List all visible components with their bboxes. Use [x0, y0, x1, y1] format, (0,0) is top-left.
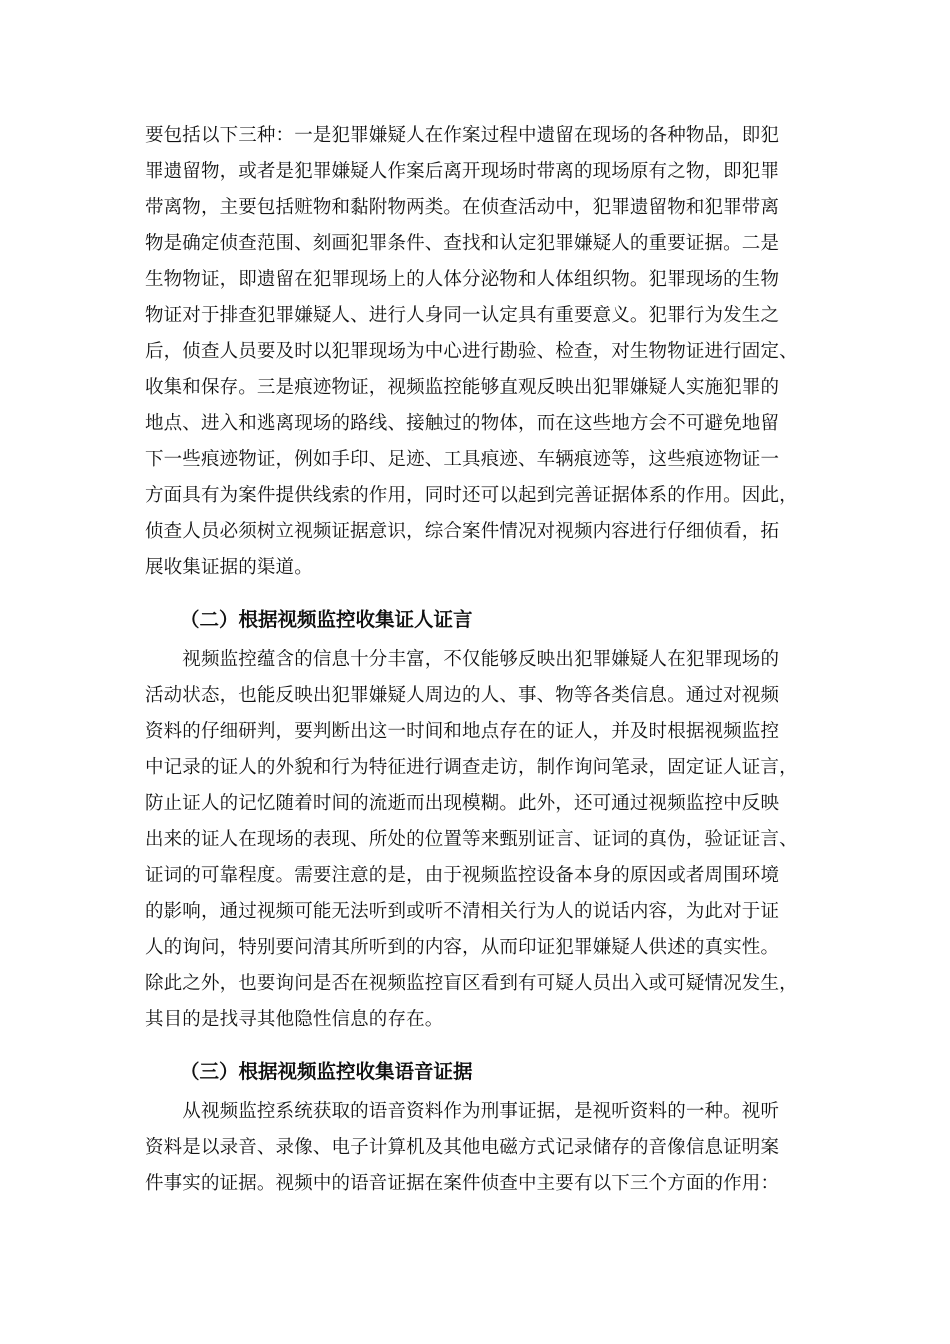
- text-line: 下一些痕迹物证，例如手印、足迹、工具痕迹、车辆痕迹等，这些痕迹物证一: [145, 449, 780, 470]
- text-line: 收集和保存。三是痕迹物证，视频监控能够直观反映出犯罪嫌疑人实施犯罪的: [145, 377, 780, 398]
- text-line: 罪遗留物，或者是犯罪嫌疑人作案后离开现场时带离的现场原有之物，即犯罪: [145, 161, 780, 182]
- text-line: 出来的证人在现场的表现、所处的位置等来甄别证言、证词的真伪，验证证言、: [145, 829, 798, 850]
- text-line: 带离物，主要包括赃物和黏附物两类。在侦查活动中，犯罪遗留物和犯罪带离: [145, 197, 780, 218]
- text-line: 除此之外，也要询问是否在视频监控盲区看到有可疑人员出入或可疑情况发生，: [145, 973, 798, 994]
- text-line: 物证对于排查犯罪嫌疑人、进行人身同一认定具有重要意义。犯罪行为发生之: [145, 305, 780, 326]
- section-heading: （二）根据视频监控收集证人证言: [180, 608, 473, 631]
- text-line: 证词的可靠程度。需要注意的是，由于视频监控设备本身的原因或者周围环境: [145, 865, 780, 886]
- text-line: 人的询问，特别要问清其所听到的内容，从而印证犯罪嫌疑人供述的真实性。: [145, 937, 780, 958]
- text-line: 生物物证，即遗留在犯罪现场上的人体分泌物和人体组织物。犯罪现场的生物: [145, 269, 780, 290]
- text-line: 后，侦查人员要及时以犯罪现场为中心进行勘验、检查，对生物物证进行固定、: [145, 341, 798, 362]
- text-line: 中记录的证人的外貌和行为特征进行调查走访，制作询问笔录，固定证人证言，: [145, 757, 798, 778]
- text-line: 展收集证据的渠道。: [145, 557, 313, 578]
- text-line: 要包括以下三种：一是犯罪嫌疑人在作案过程中遗留在现场的各种物品，即犯: [145, 125, 780, 146]
- text-line: 物是确定侦查范围、刻画犯罪条件、查找和认定犯罪嫌疑人的重要证据。二是: [145, 233, 780, 254]
- text-line: 方面具有为案件提供线索的作用，同时还可以起到完善证据体系的作用。因此，: [145, 485, 798, 506]
- text-line: 件事实的证据。视频中的语音证据在案件侦查中主要有以下三个方面的作用：: [145, 1173, 780, 1194]
- text-line: 的影响，通过视频可能无法听到或听不清相关行为人的说话内容，为此对于证: [145, 901, 780, 922]
- text-line: 资料的仔细研判，要判断出这一时间和地点存在的证人，并及时根据视频监控: [145, 721, 780, 742]
- text-line: 视频监控蕴含的信息十分丰富，不仅能够反映出犯罪嫌疑人在犯罪现场的: [145, 649, 780, 670]
- text-line: 其目的是找寻其他隐性信息的存在。: [145, 1009, 444, 1030]
- text-line: 活动状态，也能反映出犯罪嫌疑人周边的人、事、物等各类信息。通过对视频: [145, 685, 780, 706]
- section-heading: （三）根据视频监控收集语音证据: [180, 1060, 473, 1083]
- text-line: 从视频监控系统获取的语音资料作为刑事证据，是视听资料的一种。视听: [145, 1101, 780, 1122]
- text-line: 侦查人员必须树立视频证据意识，综合案件情况对视频内容进行仔细侦看，拓: [145, 521, 780, 542]
- text-line: 资料是以录音、录像、电子计算机及其他电磁方式记录储存的音像信息证明案: [145, 1137, 780, 1158]
- text-line: 地点、进入和逃离现场的路线、接触过的物体，而在这些地方会不可避免地留: [145, 413, 780, 434]
- text-line: 防止证人的记忆随着时间的流逝而出现模糊。此外，还可通过视频监控中反映: [145, 793, 780, 814]
